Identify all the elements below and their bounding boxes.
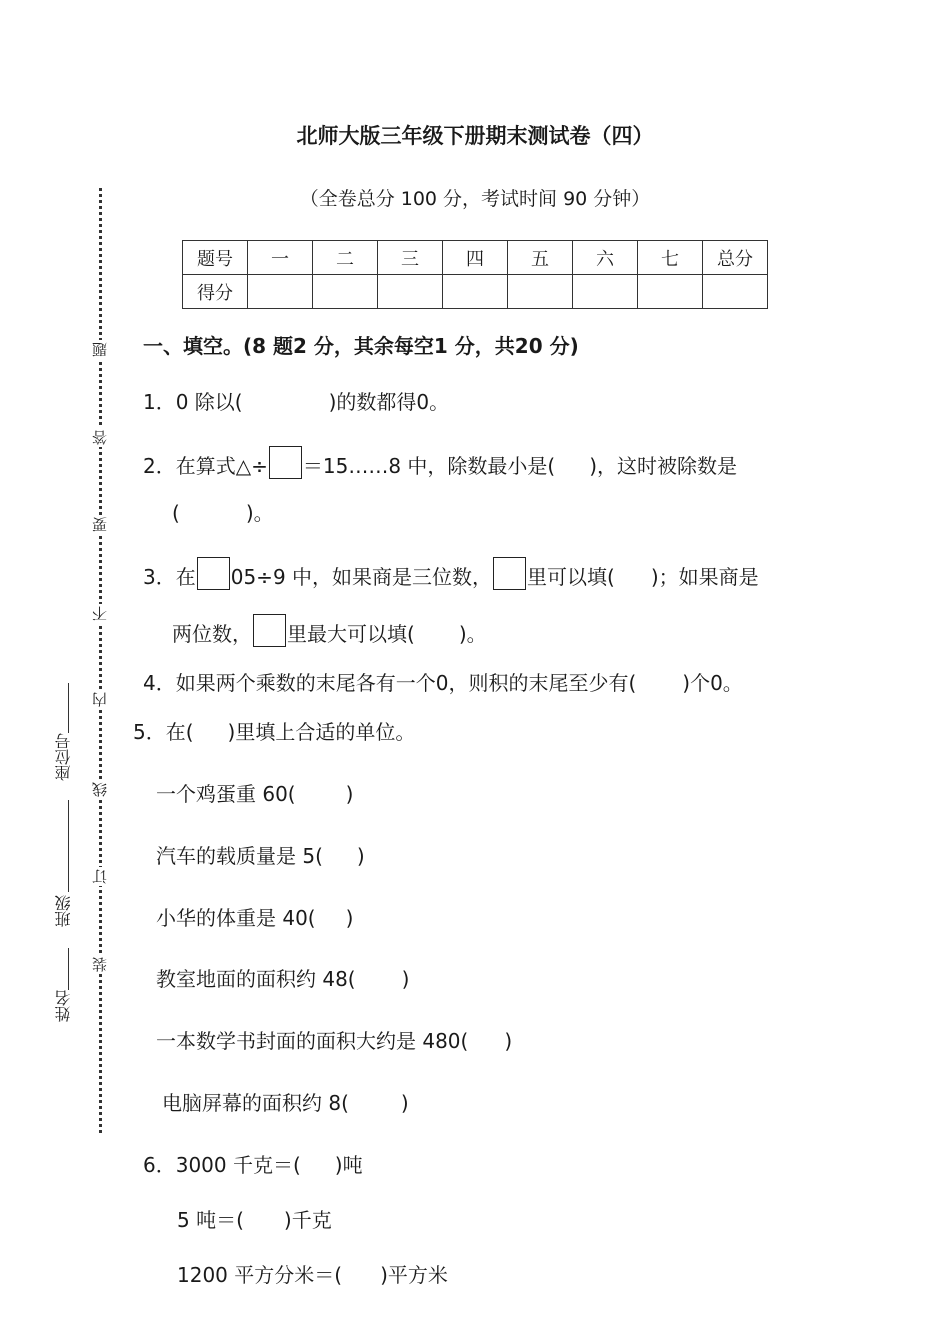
unit-item — [156, 778, 353, 807]
answer-box[interactable] — [197, 557, 230, 590]
question-6-item — [177, 1204, 332, 1233]
question-text: 电脑屏幕的面积约 8( — [162, 1091, 349, 1115]
question-text: 里可以填( — [527, 565, 615, 589]
question-text: ) — [356, 844, 365, 868]
question-text: ) — [345, 906, 354, 930]
score-cell[interactable] — [703, 275, 768, 309]
unit-item — [156, 840, 365, 869]
question-text: 一个鸡蛋重 60( — [156, 782, 296, 806]
class-line — [68, 800, 69, 892]
score-header-cell: 一 — [248, 241, 313, 275]
question-text: 5．在( — [133, 720, 194, 744]
question-1 — [143, 386, 449, 415]
question-text: )千克 — [283, 1208, 332, 1232]
score-header-cell: 总分 — [703, 241, 768, 275]
question-text: 两位数， — [172, 622, 252, 646]
question-4 — [143, 667, 743, 696]
question-text: )，这时被除数是 — [589, 454, 738, 478]
score-cell[interactable] — [573, 275, 638, 309]
unit-item — [162, 1087, 409, 1116]
score-header-cell: 五 — [508, 241, 573, 275]
score-table-header-row — [183, 241, 768, 275]
question-text: 05÷9 中，如果商是三位数， — [230, 565, 493, 589]
class-label: 班级 — [54, 895, 73, 927]
binding-notice-char: 不 — [91, 606, 109, 621]
question-text: 1．0 除以( — [143, 390, 243, 414]
question-text: 2．在算式△÷ — [143, 454, 268, 478]
question-6-item — [177, 1259, 448, 1288]
answer-box[interactable] — [493, 557, 526, 590]
score-header-cell: 七 — [638, 241, 703, 275]
page-subtitle: （全卷总分 100 分，考试时间 90 分钟） — [299, 188, 651, 210]
question-text: ) — [345, 782, 354, 806]
name-label: 姓名 — [54, 990, 73, 1022]
section-heading: 一、填空。(8 题2 分，其余每空1 分，共20 分) — [143, 334, 579, 358]
question-text: )的数都得0。 — [328, 390, 450, 414]
seat-number-label: 座位号 — [54, 733, 73, 781]
binding-dotted-line — [99, 188, 102, 1133]
score-cell[interactable] — [313, 275, 378, 309]
score-cell[interactable] — [638, 275, 703, 309]
binding-notice-char: 答 — [91, 430, 109, 445]
question-6 — [143, 1149, 363, 1178]
question-text: )；如果商是 — [650, 565, 759, 589]
question-text: 里最大可以填( — [287, 622, 415, 646]
binding-notice-char: 线 — [91, 782, 109, 797]
binding-notice-char: 装 — [91, 957, 109, 972]
score-row-label: 得分 — [183, 275, 248, 309]
question-text: )。 — [245, 501, 274, 525]
score-cell[interactable] — [248, 275, 313, 309]
question-text: ) — [401, 967, 410, 991]
score-cell[interactable] — [508, 275, 573, 309]
answer-box[interactable] — [253, 614, 286, 647]
question-text: )。 — [458, 622, 487, 646]
question-text: ) — [400, 1091, 409, 1115]
binding-notice-char: 内 — [91, 692, 109, 707]
question-2 — [143, 446, 737, 479]
name-line — [68, 948, 69, 990]
binding-notice-char: 订 — [91, 869, 109, 884]
question-2-cont — [172, 497, 274, 526]
question-text: 3．在 — [143, 565, 196, 589]
question-text: ) — [504, 1029, 513, 1053]
question-text: 1200 平方分米＝( — [177, 1263, 343, 1287]
question-5 — [133, 716, 415, 745]
unit-item — [156, 1025, 512, 1054]
score-header-cell: 六 — [573, 241, 638, 275]
score-header-cell: 二 — [313, 241, 378, 275]
question-text: )里填上合适的单位。 — [227, 720, 416, 744]
question-text: )个0。 — [682, 671, 743, 695]
question-3-cont — [172, 614, 487, 647]
unit-item — [156, 902, 353, 931]
unit-item — [156, 963, 409, 992]
score-header-cell: 四 — [443, 241, 508, 275]
question-text: 一本数学书封面的面积大约是 480( — [156, 1029, 469, 1053]
question-text: )平方米 — [380, 1263, 448, 1287]
question-text: ＝15……8 中，除数最小是( — [302, 454, 556, 478]
answer-box[interactable] — [269, 446, 302, 479]
binding-notice-char: 要 — [91, 517, 109, 532]
score-table — [182, 240, 768, 309]
question-text: 6．3000 千克＝( — [143, 1153, 301, 1177]
question-text: 汽车的载质量是 5( — [156, 844, 323, 868]
seat-number-line — [68, 683, 69, 733]
question-text: 5 吨＝( — [177, 1208, 244, 1232]
question-text: )吨 — [334, 1153, 363, 1177]
score-header-cell: 三 — [378, 241, 443, 275]
question-text: 4．如果两个乘数的末尾各有一个0，则积的末尾至少有( — [143, 671, 637, 695]
question-text: ( — [172, 501, 180, 525]
question-3 — [143, 557, 759, 590]
question-text: 小华的体重是 40( — [156, 906, 316, 930]
score-header-cell: 题号 — [183, 241, 248, 275]
binding-notice-char: 题 — [91, 342, 109, 357]
score-cell[interactable] — [378, 275, 443, 309]
question-text: 教室地面的面积约 48( — [156, 967, 356, 991]
score-table-score-row — [183, 275, 768, 309]
page-title: 北师大版三年级下册期末测试卷（四） — [296, 124, 654, 148]
score-cell[interactable] — [443, 275, 508, 309]
